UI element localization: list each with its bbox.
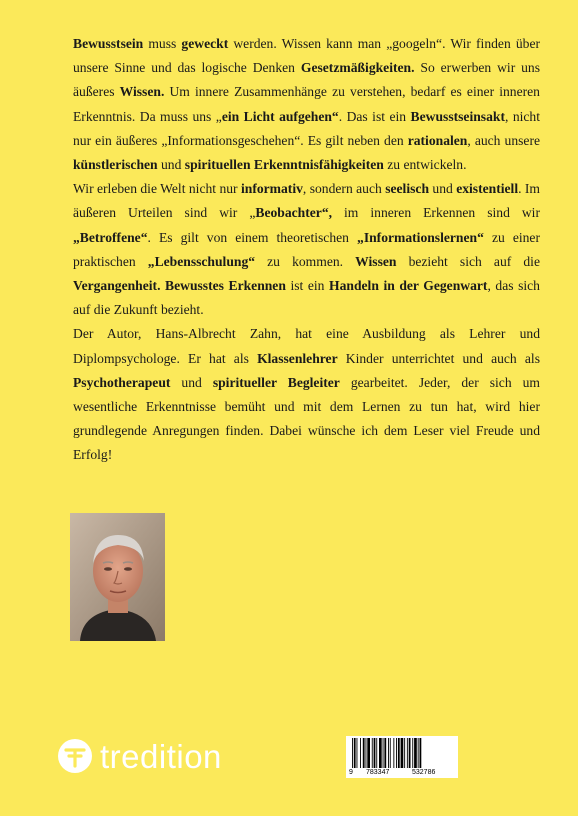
text-run: , sondern auch <box>302 181 386 197</box>
bold-term: ein Licht aufgehen“ <box>221 108 339 124</box>
barcode-digit-prefix: 9 <box>349 769 353 776</box>
text-run: und <box>157 157 185 173</box>
bold-term: Bewusstsein <box>73 36 144 51</box>
text-run: . Es gilt von einem theoretischen <box>147 229 358 245</box>
barcode-digits-right: 532786 <box>412 769 436 776</box>
barcode-bar <box>418 738 419 768</box>
barcode-bar <box>376 738 377 768</box>
barcode-bar <box>401 738 404 768</box>
text-run: So erwerben wir uns äußeres <box>73 60 540 100</box>
barcode-bar <box>396 738 397 768</box>
barcode-bar <box>398 738 400 768</box>
barcode-bar <box>372 738 373 768</box>
text-run: Wir erleben die Welt nicht nur <box>73 181 241 197</box>
text-run: , auch unsere <box>467 132 540 148</box>
blurb-paragraph-1 <box>73 32 540 177</box>
text-run: , nicht nur ein äußeres „Informationsgeschehen“. Es gilt neben den <box>73 108 541 148</box>
publisher-logo <box>58 736 222 776</box>
barcode-bar <box>384 738 386 768</box>
barcode-bar <box>354 738 356 768</box>
barcode-bar <box>390 738 391 768</box>
text-run: bezieht sich auf die <box>396 253 540 269</box>
text-run: Kinder unterrichtet und auch als <box>337 350 540 366</box>
bold-term: Beobachter“, <box>255 205 333 221</box>
text-run: , das sich auf die Zukunft bezieht. <box>73 278 540 318</box>
barcode-bar <box>404 738 405 768</box>
text-run: . Im äußeren Urteilen sind wir „ <box>73 181 541 221</box>
bold-term: Wissen. <box>119 84 165 100</box>
text-run: muss <box>143 36 182 51</box>
text-run: . Das ist ein <box>338 108 411 124</box>
author-photo <box>70 513 165 641</box>
text-run: Um innere Zusammenhänge zu verstehen, bedarf es einer inneren Erkenntnis. Da muss uns „ <box>73 84 540 124</box>
bold-term: existentiell <box>456 181 519 197</box>
bold-term: Klassenlehrer <box>257 350 338 366</box>
barcode-bar <box>379 738 382 768</box>
barcode-bar <box>388 738 389 768</box>
bold-term: Psychotherapeut <box>73 374 171 390</box>
text-run: ist ein <box>285 278 330 294</box>
text-run: zu entwickeln. <box>383 157 467 173</box>
blurb-paragraph-3 <box>73 322 540 467</box>
bold-term: „Informationslernen“ <box>357 229 484 245</box>
barcode-digits-left: 783347 <box>366 769 390 776</box>
barcode-bar <box>374 738 376 768</box>
text-run: und <box>170 374 213 390</box>
bold-term: rationalen <box>407 132 468 148</box>
publisher-name: tredition <box>100 737 222 775</box>
bold-term: informativ <box>240 181 303 197</box>
text-run: werden. Wissen kann man „googeln“. Wir finden über unsere Sinne und das logische Denken <box>73 36 541 76</box>
barcode-bar <box>360 738 361 768</box>
isbn-barcode <box>346 736 458 778</box>
bold-term: „Lebensschulung“ <box>147 253 256 269</box>
barcode-bar <box>357 738 358 768</box>
barcode-bar <box>383 738 384 768</box>
bold-term: Wissen <box>355 253 397 269</box>
bold-term: Gesetzmäßigkeiten. <box>300 60 415 76</box>
barcode-bar <box>366 738 367 768</box>
text-run: zu einer praktischen <box>73 229 540 269</box>
barcode-bar <box>420 738 422 768</box>
text-run: Der Autor, Hans-Albrecht Zahn, hat eine Ausbildung als Lehrer und Diplompsychologe. Er hat als <box>73 326 540 366</box>
tredition-logo-icon <box>58 739 92 773</box>
text-run: zu kommen. <box>255 253 356 269</box>
blurb-paragraph-2 <box>73 177 540 322</box>
barcode-bar <box>409 738 411 768</box>
bold-term: Bewusstseinsakt <box>410 108 505 124</box>
bold-term: spiritueller Begleiter <box>212 374 340 390</box>
barcode-bar <box>412 738 413 768</box>
bold-term: spirituellen Erkenntnisfähigkeiten <box>184 157 384 173</box>
bold-term: Handeln in der Gegenwart <box>329 278 488 294</box>
barcode-bar <box>407 738 408 768</box>
barcode-bar <box>363 738 365 768</box>
bold-term: Vergangenheit. Bewusstes Erkennen <box>73 278 286 294</box>
barcode-bar <box>414 738 417 768</box>
bold-term: „Betroffene“ <box>73 229 148 245</box>
back-cover-blurb <box>73 32 540 468</box>
bold-term: seelisch <box>385 181 429 197</box>
bold-term: künstlerischen <box>73 157 158 173</box>
barcode-bar <box>393 738 394 768</box>
bold-term: geweckt <box>181 36 229 51</box>
text-run: im inneren Erkennen sind wir <box>332 205 540 221</box>
text-run: und <box>429 181 457 197</box>
text-run: gearbeitet. Jeder, der sich um wesentliche Erkenntnisse bemüht und mit dem Lernen zu tun hat, wird hier grundlegende Anregungen finden. Dabei wünsche ich dem Leser viel Freude und Erfolg! <box>73 374 540 463</box>
barcode-bar <box>367 738 370 768</box>
barcode-bar <box>352 738 353 768</box>
